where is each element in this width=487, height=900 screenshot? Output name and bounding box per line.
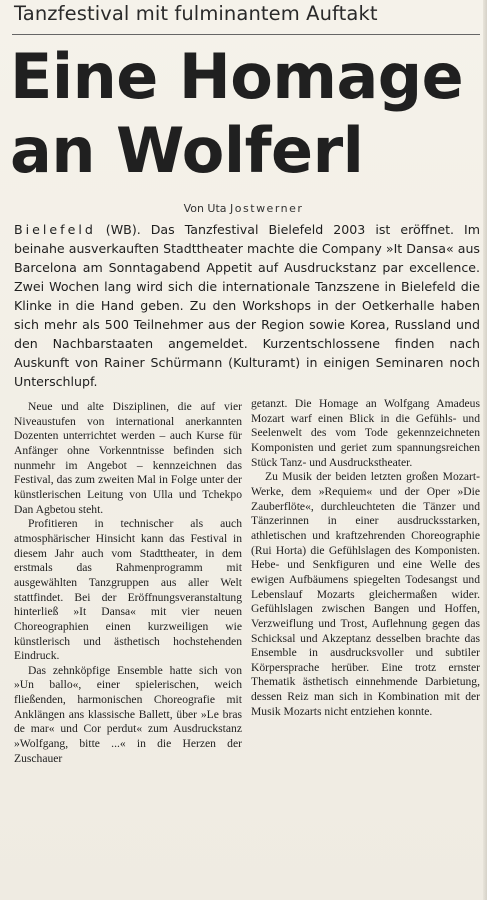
body-paragraph: Neue und alte Disziplinen, die auf vier Niveaustufen von international anerkannten Dozenten unterrichtet werden – auch Kurse für Anfänger ohne Vorkenntnisse befinden sich nunmehr im Angebot – kennzeichnen das Festival, das zum zweiten Mal in Folge unter der künstlerischen Leitung von Ulla und Tchekpo Dan Agbetou steht. [14, 400, 242, 516]
lead-location: Bielefeld [14, 222, 96, 237]
lead-paragraph [14, 220, 480, 391]
byline-author: Jostwerner [230, 202, 304, 215]
headline-line-1: Eine Homage [10, 40, 464, 113]
page-edge-shadow [483, 0, 487, 900]
body-paragraph: Das zehnköpfige Ensemble hatte sich von »Un ballo«, einer spielerischen, weich fließenden, harmonischen Choreografie mit Anklängen ans klassische Ballett, über »Le bras de mar« und Cor perdut« zum Ausdruckstanz »Wolfgang, bitte ...« in die Herzen der Zuschauer [14, 663, 242, 765]
headline-line-2: an Wolferl [10, 114, 364, 187]
body-column-left [14, 400, 242, 766]
kicker-rule [12, 34, 480, 35]
body-paragraph: Profitieren in technischer als auch atmosphärischer Hinsicht kann das Festival in diesem Jahr auch vom Stadttheater, in dem erstmals das Rahmenprogramm mit ausgewählten Tanzgruppen aus aller Welt stattfindet. Bei der Eröffnungsveranstaltung hinterließ »It Dansa« mit vier neuen Choreographien einen kurzweiligen wie künstlerisch und ästhetisch hochstehenden Eindruck. [14, 517, 242, 663]
article-headline [10, 40, 480, 188]
body-paragraph: Zu Musik der beiden letzten großen Mozart-Werke, dem »Requiem« und der Oper »Die Zauberflöte«, durchleuchteten die Tänzer und Tänzerinnen in einer ausdrucksstarken, athletischen und kraftzehrenden Choreographie (Rui Horta) die Gefühlslagen des Komponisten. Hebe- und Senkfiguren und eine Welle des ewigen Aufbäumens spiegelten Todesangst und Lebenslauf Mozarts gleichermaßen wider. Gefühlslagen zwischen Bangen und Hoffen, Verzweiflung und Trost, Auflehnung gegen das Schicksal und Akzeptanz desselben brachte das Ensemble in ausdrucksvoller und subtiler Körpersprache herüber. Eine trotz ernster Thematik ästhetisch einnehmende Darbietung, dessen Reiz man sich in Kombination mit der Musik Mozarts nicht entziehen konnte. [251, 470, 480, 718]
body-paragraph: getanzt. Die Homage an Wolfgang Amadeus Mozart warf einen Blick in die Gefühls- und Seelenwelt des vom Tode gekennzeichneten Komponisten und geriet zum spannungsreichen Stück Tanz- und Ausdruckstheater. [251, 397, 480, 469]
byline [0, 202, 487, 215]
article-kicker: Tanzfestival mit fulminantem Auftakt [14, 2, 378, 25]
body-column-right [251, 397, 480, 719]
byline-prefix: Von Uta [183, 202, 231, 215]
lead-text: (WB). Das Tanzfestival Bielefeld 2003 ist eröffnet. Im beinahe ausverkauften Stadttheater machte die Company »It Dansa« aus Barcelona am Sonntagabend Appetit auf Ausdruckstanz par excellence. Zwei Wochen lang wird sich die internationale Tanzszene in Bielefeld die Klinke in die Hand geben. Zu den Workshops in der Oetkerhalle haben sich mehr als 500 Teilnehmer aus der Region sowie Korea, Russland und den Nachbarstaaten angemeldet. Kurzentschlossene finden nach Auskunft von Rainer Schürmann (Kulturamt) in einigen Seminaren noch Unterschlupf. [14, 222, 480, 389]
